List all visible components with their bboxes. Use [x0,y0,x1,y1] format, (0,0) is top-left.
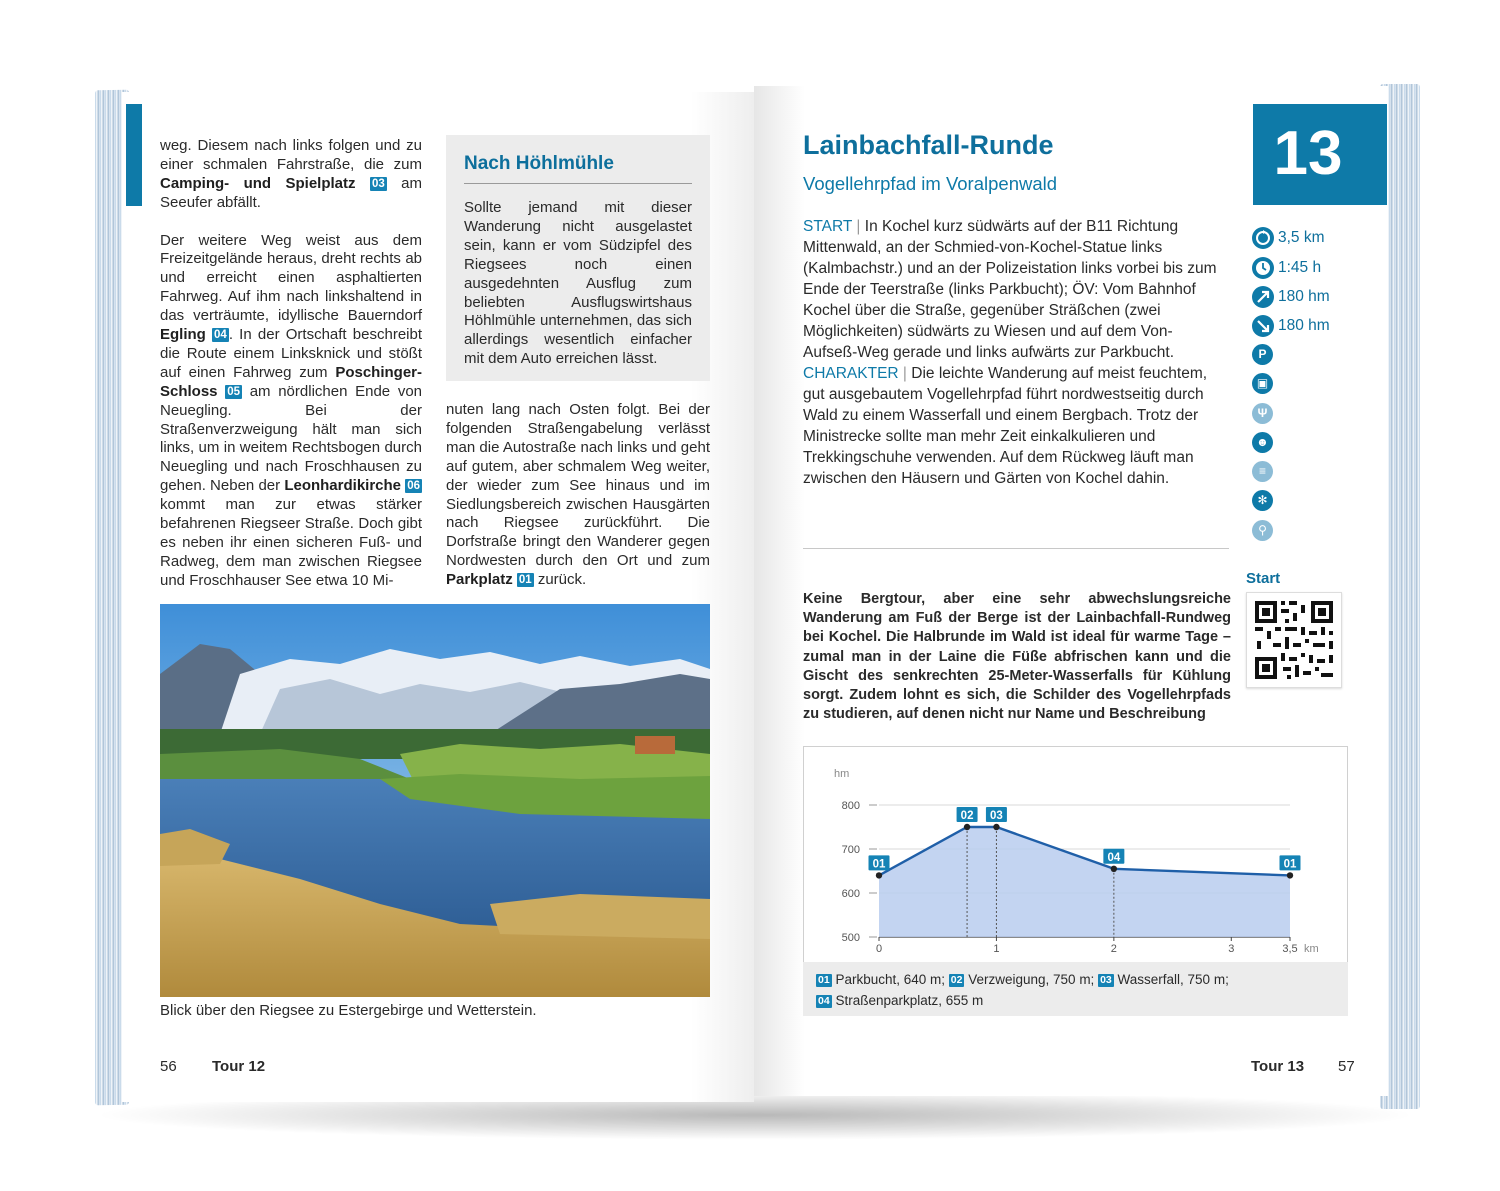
tour-title: Lainbachfall-Runde [803,130,1054,160]
tour-subtitle: Vogellehrpfad im Voralpenwald [803,173,1058,194]
waypoint-name: Camping- und Spielplatz [160,174,356,192]
intro-text: Keine Bergtour, aber eine sehr abwechslungsreiche Wanderung am Fuß der Berge ist der Lainbachfall-Rundweg bei Kochel. Die Halbrunde im Wald ist ideal für warme Tage – zumal man in der Laine die Füße abfrischen kann und die Gischt des senkrechten 25-Meter-Wasserfalls für Kühlung sorgt. Zudem lohnt es sich, die Schilder des Vogellehrpfads zu studieren, auf denen nicht nur Name und Beschreibung [803,591,1231,723]
elevation-chart [804,747,1349,962]
waypoint-badge-label: 03 [990,810,1003,822]
waypoint-legend [803,962,1348,1016]
clock-icon [1252,257,1274,279]
waypoint-dot [1287,872,1293,878]
right-page-number: 57 [1338,1058,1355,1075]
waypoint-badge: 04 [214,329,227,342]
waypoint-dot [993,824,999,830]
start-label: START [803,218,853,235]
legend-item: 02 Verzweigung, 750 m; [950,972,1095,987]
section-divider [803,548,1229,549]
lake-photo [160,604,710,997]
waypoint-badge-label: 04 [1107,851,1121,864]
ascent-stat: 180 hm [1252,285,1330,309]
waypoint-badge-label: 01 [872,858,886,871]
kids-icon: ☻ [1252,432,1273,453]
waypoint-badge-label: 01 [1283,858,1297,871]
waypoint-badge-label: 02 [960,810,974,822]
y-axis-label: hm [834,768,850,780]
info-box-title: Nach Höhlmühle [464,153,614,174]
parking-icon: P [1252,344,1273,365]
descent-stat: 180 hm [1252,314,1330,338]
x-tick-label: 3 [1228,943,1235,955]
tour-number: 13 [1273,119,1343,188]
restaurant-icon: Ψ [1252,403,1273,424]
descent-icon [1252,315,1274,337]
bike-icon: ⚲ [1252,520,1273,541]
tour-details: START | In Kochel kurz südwärts auf der B11 Richtung Mittenwald, an der Schmied-von-Kochel-Statue links (Kalmbachstr.) und an der Polizeistation links vorbei bis zum Ende der Teerstraße (links Parkbucht); ÖV: Vom Bahnhof Kochel über die Straße, gegenüber Sträßchen (zwei Möglichkeiten) südwärts zu Wiesen und auf dem Von-Aufseß-Weg gerade und links aufwärts zur Parkbucht. CHARAKTER | Die leichte Wanderung auf meist feuchtem, gut ausgebautem Vogellehrpfad führt nordwestseitig durch Wald zu einem Wasserfall und einem Bergbach. Trotz der Ministrecke sollte man mehr Zeit einkalkulieren und Trekkingschuhe verwenden. Auf dem Rückweg läuft man zwischen den Häusern und Gärten von Kochel dahin. [803,218,1217,487]
y-tick-label: 500 [841,932,860,944]
x-axis-label: km [1304,943,1319,955]
info-box-divider [464,183,692,184]
duration-stat: 1:45 h [1252,256,1321,280]
waypoint-badge: 05 [227,385,241,398]
charakter-label: CHARAKTER [803,365,899,382]
legend-item: 03 Wasserfall, 750 m; [1100,972,1229,987]
left-page-number: 56 [160,1058,177,1075]
qr-code-pattern [1247,593,1341,687]
x-tick-label: 0 [875,943,883,955]
info-box-text: Sollte jemand mit dieser Wanderung nicht ausgelastet sein, kann er vom Südzipfel des Riegsees noch einen ausgedehnten Ausflug zum beliebten Ausflugswirtshaus Höhlmühle unternehmen, das sich allerdings wesentlich einfacher mit dem Auto erreichen lässt. [464,199,692,368]
left-text-column-1 [160,137,422,610]
waypoint-dot [876,872,882,878]
bus-icon: ▣ [1252,373,1273,394]
right-running-head: Tour 13 [1251,1058,1305,1075]
x-tick-label: 1 [993,943,1000,955]
start-text: In Kochel kurz südwärts auf der B11 Richtung Mittenwald, an der Schmied-von-Kochel-Statue links (Kalmbachstr.) und an der Polizeistation links vorbei bis zum Ende der Teerstraße (links Parkbucht); ÖV: Vom Bahnhof Kochel über die Straße, gegenüber Sträßchen (zwei Möglichkeiten) südwärts zu Wiesen und auf dem Von-Aufseß-Weg gerade und links aufwärts zur Parkbucht. [803,218,1217,361]
ascent-icon [1252,286,1274,308]
waypoint-name: Egling [160,326,206,344]
lake-landscape-illustration [160,604,710,997]
qr-code[interactable] [1246,592,1342,688]
elevation-area [879,827,1290,937]
photo-caption: Blick über den Riegsee zu Estergebirge und Wetterstein. [160,1002,537,1019]
legend-item: 01 Parkbucht, 640 m; [818,972,946,987]
waypoint-name: Leonhardikirche [284,477,402,495]
paragraph-2: Der weitere Weg weist aus dem Freizeitgelände heraus, dreht rechts ab und erreicht einen asphaltierten Fahrweg. Auf ihm nach linkshaltend in das verträumte, idyllische Bauerndorf Egling 04 . In der Ortschaft beschreibt die Route einem Linksknick und stößt auf einen Fahrweg zum Poschinger-Schloss 05 am nördlichen Ende von Neuegling. Bei der Straßenverzweigung hält man sich links, um in weitem Rechtsbogen durch Neuegling und nach Froschhausen zu gehen. Neben der Leonhardikirche 06 kommt man zur etwas stärker befahrenen Riegseer Straße. Doch gibt es neben ihr einen sicheren Fuß- und Radweg, dem man zwischen Riegsee und Froschhauser See etwa 10 Mi- [160,231,423,589]
legend-item: 04 Straßenparkplatz, 655 m [818,993,984,1008]
waypoint-dot [1111,866,1117,872]
distance-stat: 3,5 km [1252,226,1325,250]
waypoint-badge: 03 [371,177,385,190]
y-tick-label: 600 [841,888,860,900]
left-page-color-tab [126,104,142,206]
waypoint-badge: 01 [518,574,532,587]
charakter-text: Die leichte Wanderung auf meist feuchtem, gut ausgebautem Vogellehrpfad führt nordwestseitig durch Wald zu einem Wasserfall und einem Bergbach. Trotz der Ministrecke sollte man mehr Zeit einkalkulieren und Trekkingschuhe verwenden. Auf dem Rückweg läuft man zwischen den Häusern und Gärten von Kochel dahin. [803,365,1208,487]
cablecar-icon: ≡ [1252,461,1273,482]
tour-number-box [1253,104,1387,205]
left-text-column-2 [446,401,710,609]
y-tick-label: 800 [841,800,860,812]
qr-start-label: Start [1246,570,1281,587]
waypoint-badge: 06 [407,480,420,493]
info-box [446,135,710,381]
x-tick-label: 3,5 [1282,943,1298,955]
y-tick-label: 700 [841,844,860,856]
waypoint-dot [964,824,970,830]
waypoint-name: Poschinger-Schloss [160,363,422,400]
left-running-head: Tour 12 [212,1058,266,1075]
x-tick-label: 2 [1110,943,1117,955]
waypoint-name: Parkplatz [446,571,513,589]
winter-icon: ✻ [1252,490,1273,511]
paragraph-1: weg. Diesem nach links folgen und zu einer schmalen Fahrstraße, die zum Camping- und Spielplatz 03 am Seeufer abfällt. [160,137,422,211]
distance-icon [1252,227,1274,249]
paragraph-3: nuten lang nach Osten folgt. Bei der folgenden Straßengabelung verlässt man die Autostraße nach links und geht auf gutem, aber schmalem Weg weiter, der wieder zum See hinaus und im Siedlungsbereich zwischen Hausgärten nach Riegsee zurückführt. Die Dorfstraße bringt den Wanderer gegen Nordwesten durch den Ort und zum Parkplatz 01 zurück. [446,401,710,589]
